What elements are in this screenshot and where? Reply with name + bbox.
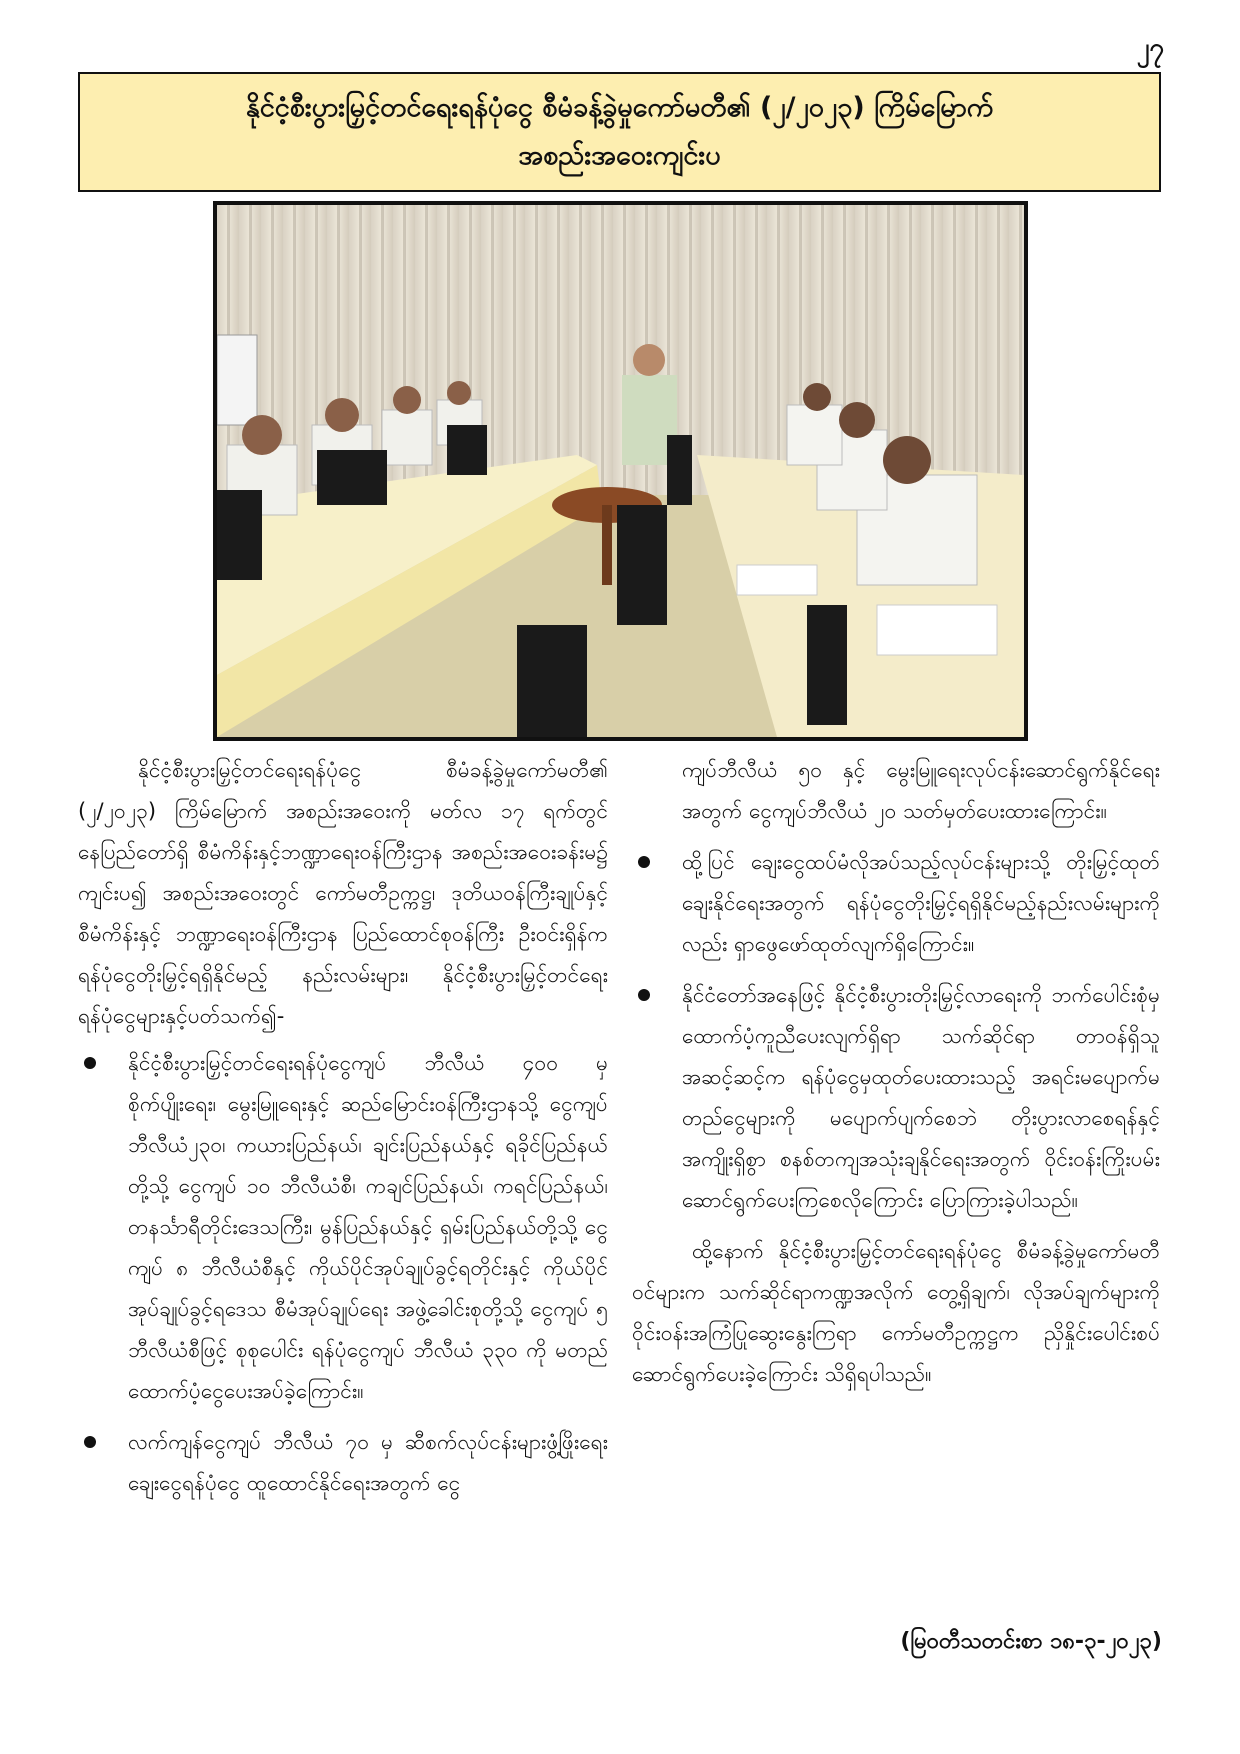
list-item-text: နိုင်ငံ့စီးပွားမြှင့်တင်ရေးရန်ပုံငွေကျပ် ဘီလီယံ ၄၀၀ မှ စိုက်ပျိုးရေး၊ မွေးမြူရေးနှင့် ဆည်မြောင်းဝန်ကြီးဌာနသို့ ငွေကျပ် ဘီလီယံ၂၃၀၊ ကယားပြည်နယ်၊ ချင်းပြည်နယ်နှင့် ရခိုင်ပြည်နယ်တို့သို့ ငွေကျပ် ၁၀ ဘီလီယံစီ၊ ကချင်ပြည်နယ်၊ ကရင်ပြည်နယ်၊ တနင်္သာရီတိုင်းဒေသကြီး၊ မွန်ပြည်နယ်နှင့် ရှမ်းပြည်နယ်တို့သို့ ငွေကျပ် ၈ ဘီလီယံစီနှင့် ကိုယ်ပိုင်အုပ်ချုပ်ခွင့်ရတိုင်းနှင့် ကိုယ်ပိုင်အုပ်ချုပ်ခွင့်ရဒေသ စီမံအုပ်ချုပ်ရေး အဖွဲ့ခေါင်းစုတို့သို့ ငွေကျပ် ၅ ဘီလီယံစီဖြင့် စုစုပေါင်း ရန်ပုံငွေကျပ် ဘီလီယံ ၃၃၀ ကို မတည်ထောက်ပံ့ငွေပေးအပ်ခဲ့ကြောင်း။ <box>128 1051 608 1403</box>
headline-line-2: အစည်းအဝေးကျင်းပ <box>518 140 721 171</box>
list-item <box>632 975 1160 1221</box>
bullet-icon <box>84 1436 96 1448</box>
list-item <box>78 1422 608 1504</box>
list-item <box>78 1043 608 1412</box>
list-item-text: နိုင်ငံတော်အနေဖြင့် နိုင်ငံ့စီးပွားတိုးမြှင့်လာရေးကို ဘက်ပေါင်းစုံမှ ထောက်ပံ့ကူညီပေးလျက်ရှိရာ သက်ဆိုင်ရာ တာဝန်ရှိသူအဆင့်ဆင့်က ရန်ပုံငွေမှထုတ်ပေးထားသည့် အရင်းမပျောက်မတည်ငွေများကို မပျောက်ပျက်စေဘဲ တိုးပွားလာစေရန်နှင့် အကျိုးရှိစွာ စနစ်တကျအသုံးချနိုင်ရေးအတွက် ဝိုင်းဝန်းကြိုးပမ်းဆောင်ရွက်ပေးကြစေလိုကြောင်း ပြောကြားခဲ့ပါသည်။ <box>682 983 1160 1212</box>
page-number: ၂၇ <box>1136 33 1164 63</box>
right-column <box>632 750 1160 1401</box>
meeting-photo <box>213 201 1028 741</box>
left-column <box>78 750 608 1514</box>
headline-line-1: နိုင်ငံ့စီးပွားမြှင့်တင်ရေးရန်ပုံငွေ စီမံခန့်ခွဲမှုကော်မတီ၏ (၂/၂၀၂၃) ကြိမ်မြောက် <box>245 92 994 123</box>
headline-box <box>78 72 1161 192</box>
list-item <box>632 842 1160 965</box>
continued-bullet-text: ကျပ်ဘီလီယံ ၅၀ နှင့် မွေးမြူရေးလုပ်ငန်းဆောင်ရွက်နိုင်ရေးအတွက် ငွေကျပ်ဘီလီယံ ၂၀ သတ်မှတ်ပေးထားကြောင်း။ <box>682 758 1160 823</box>
intro-paragraph: နိုင်ငံ့စီးပွားမြှင့်တင်ရေးရန်ပုံငွေ စီမံခန့်ခွဲမှုကော်မတီ၏ (၂/၂၀၂၃) ကြိမ်မြောက် အစည်းအဝေးကို မတ်လ ၁၇ ရက်တွင် နေပြည်တော်ရှိ စီမံကိန်းနှင့်ဘဏ္ဍာရေးဝန်ကြီးဌာန အစည်းအဝေးခန်းမ၌ ကျင်းပ၍ အစည်းအဝေးတွင် ကော်မတီဥက္ကဋ္ဌ၊ ဒုတိယဝန်ကြီးချုပ်နှင့် စီမံကိန်းနှင့် ဘဏ္ဍာရေးဝန်ကြီးဌာန ပြည်ထောင်စုဝန်ကြီး ဦးဝင်းရှိန်က ရန်ပုံငွေတိုးမြှင့်ရရှိနိုင်မည့် နည်းလမ်းများ၊ နိုင်ငံ့စီးပွားမြှင့်တင်ရေးရန်ပုံငွေများနှင့်ပတ်သက်၍- <box>78 758 608 1028</box>
source-citation: (မြဝတီသတင်းစာ ၁၈-၃-၂၀၂၃) <box>900 1629 1162 1654</box>
bullet-icon <box>638 989 650 1001</box>
list-item-text: ထို့ပြင် ချေးငွေထပ်မံလိုအပ်သည့်လုပ်ငန်းများသို့ တိုးမြှင့်ထုတ်ချေးနိုင်ရေးအတွက် ရန်ပုံငွေတိုးမြှင့်ရရှိနိုင်မည့်နည်းလမ်းများကိုလည်း ရှာဖွေဖော်ထုတ်လျက်ရှိကြောင်း။ <box>682 850 1160 956</box>
list-item-text: လက်ကျန်ငွေကျပ် ဘီလီယံ ၇၀ မှ ဆီစက်လုပ်ငန်းများဖွံ့ဖြိုးရေးချေးငွေရန်ပုံငွေ ထူထောင်နိုင်ရေးအတွက် ငွေ <box>128 1430 608 1495</box>
bullet-icon <box>638 856 650 868</box>
closing-paragraph: ထို့နောက် နိုင်ငံ့စီးပွားမြှင့်တင်ရေးရန်ပုံငွေ စီမံခန့်ခွဲမှုကော်မတီဝင်များက သက်ဆိုင်ရာကဏ္ဍအလိုက် တွေ့ရှိချက်၊ လိုအပ်ချက်များကို ဝိုင်းဝန်းအကြံပြုဆွေးနွေးကြရာ ကော်မတီဥက္ကဋ္ဌက ညှိနှိုင်းပေါင်းစပ်ဆောင်ရွက်ပေးခဲ့ကြောင်း သိရှိရပါသည်။ <box>632 1239 1160 1386</box>
bullet-icon <box>84 1057 96 1069</box>
